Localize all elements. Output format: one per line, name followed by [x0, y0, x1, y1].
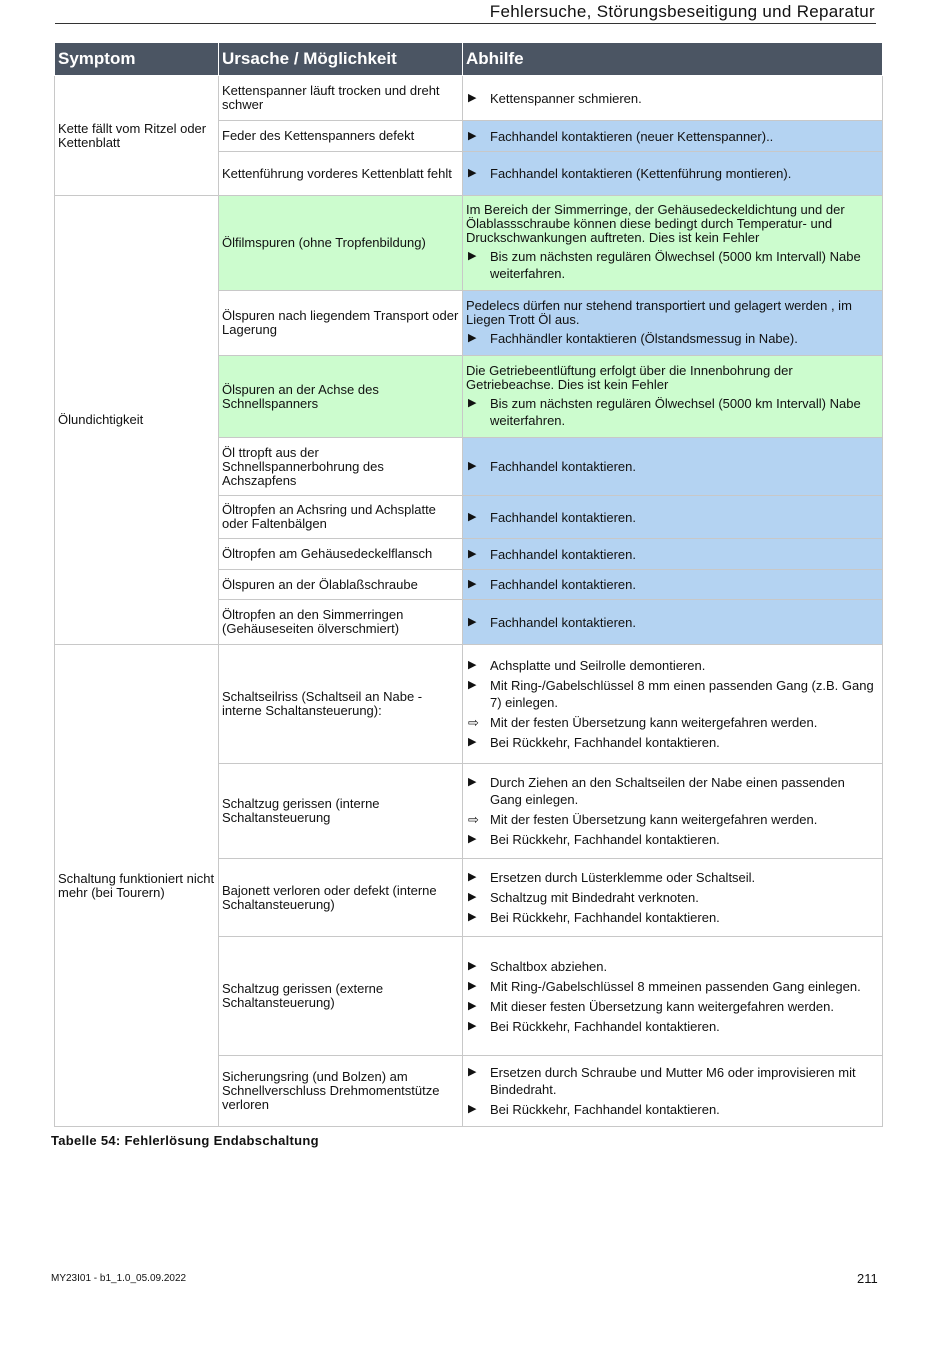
cause-cell: Feder des Kettenspanners defekt: [219, 121, 463, 152]
cause-cell: Ölspuren an der Ölablaßschraube: [219, 570, 463, 600]
remedy-step-text: Fachhandel kontaktieren.: [490, 459, 636, 474]
remedy-step-text: Durch Ziehen an den Schaltseilen der Nabe einen passenden Gang einlegen.: [490, 775, 845, 807]
cause-cell: Ölspuren nach liegendem Transport oder Lagerung: [219, 291, 463, 356]
remedy-step: [466, 998, 879, 1015]
remedy-cell: [463, 356, 883, 438]
remedy-step-text: Fachhandel kontaktieren.: [490, 546, 636, 562]
black-right-triangle-icon: ▶: [468, 1066, 477, 1078]
footer-page-number: 211: [857, 1271, 878, 1286]
remedy-step: [466, 714, 879, 731]
remedy-step: [466, 128, 879, 145]
remedy-cell: [463, 438, 883, 496]
black-right-triangle-icon: ▶: [468, 396, 477, 409]
remedy-step-text: Kettenspanner schmieren.: [490, 90, 642, 106]
remedy-step: [466, 395, 879, 429]
remedy-cell: [463, 937, 883, 1056]
remedy-step: [466, 811, 879, 828]
remedy-step: [466, 614, 879, 631]
column-header-symptom: Symptom: [55, 43, 219, 76]
cause-cell: Öltropfen an den Simmerringen (Gehäuseseiten ölverschmiert): [219, 600, 463, 645]
black-right-triangle-icon: ▶: [468, 659, 477, 671]
black-right-triangle-icon: ▶: [468, 331, 477, 344]
table-caption: Tabelle 54: Fehlerlösung Endabschaltung: [51, 1133, 319, 1148]
remedy-step: [466, 978, 879, 995]
remedy-step-text: Bis zum nächsten regulären Ölwechsel (5000 km Intervall) Nabe weiterfahren.: [490, 249, 861, 281]
remedy-step-text: Mit Ring-/Gabelschlüssel 8 mm einen passenden Gang (z.B. Gang 7) einlegen.: [490, 678, 874, 710]
remedy-note: Die Getriebeentlüftung erfolgt über die Innenbohrung der Getriebeachse. Dies ist kein Fehler: [466, 362, 793, 392]
black-right-triangle-icon: ▶: [468, 999, 477, 1012]
remedy-step: [466, 165, 879, 182]
remedy-step: [466, 248, 879, 282]
remedy-step: [466, 831, 879, 848]
black-right-triangle-icon: ▶: [468, 547, 477, 560]
remedy-step-text: Fachhandel kontaktieren.: [490, 614, 636, 630]
remedy-cell: [463, 496, 883, 539]
remedy-step: [466, 1101, 879, 1118]
remedy-cell: [463, 764, 883, 859]
cause-cell: Öltropfen an Achsring und Achsplatte oder Faltenbälgen: [219, 496, 463, 539]
remedy-cell: [463, 291, 883, 356]
black-right-triangle-icon: ▶: [468, 1103, 477, 1115]
cause-cell: Öltropfen am Gehäusedeckelflansch: [219, 539, 463, 570]
remedy-step-text: Schaltbox abziehen.: [490, 958, 608, 974]
black-right-triangle-icon: ▶: [468, 578, 477, 590]
table-row: [55, 196, 883, 291]
remedy-step: [466, 909, 879, 926]
symptom-cell: Ölundichtigkeit: [55, 196, 219, 645]
remedy-step-text: Bei Rückkehr, Fachhandel kontaktieren.: [490, 1102, 720, 1117]
remedy-step-text: Ersetzen durch Schraube und Mutter M6 oder improvisieren mit Bindedraht.: [490, 1065, 856, 1097]
remedy-step-text: Mit der festen Übersetzung kann weitergefahren werden.: [490, 812, 818, 827]
black-right-triangle-icon: ▶: [468, 615, 477, 628]
remedy-cell: [463, 600, 883, 645]
cause-cell: Öl ttropft aus der Schnellspannerbohrung des Achszapfens: [219, 438, 463, 496]
remedy-step-text: Achsplatte und Seilrolle demontieren.: [490, 658, 706, 673]
cause-cell: Schaltseilriss (Schaltseil an Nabe - interne Schaltansteuerung):: [219, 645, 463, 764]
black-right-triangle-icon: ▶: [468, 979, 477, 992]
remedy-step: [466, 90, 879, 107]
remedy-step-text: Bei Rückkehr, Fachhandel kontaktieren.: [490, 735, 720, 750]
remedy-step: [466, 1018, 879, 1035]
black-right-triangle-icon: ▶: [468, 911, 477, 923]
remedy-step-text: Bei Rückkehr, Fachhandel kontaktieren.: [490, 832, 720, 847]
hollow-arrow-icon: ⇨: [468, 715, 479, 730]
column-header-cause: Ursache / Möglichkeit: [219, 43, 463, 76]
remedy-step-text: Mit der festen Übersetzung kann weitergefahren werden.: [490, 715, 818, 730]
remedy-step-text: Fachhandel kontaktieren (Kettenführung montieren).: [490, 166, 792, 181]
remedy-step: [466, 458, 879, 475]
remedy-step: [466, 774, 879, 808]
troubleshooting-table: [54, 42, 883, 1127]
remedy-step: [466, 1064, 879, 1098]
remedy-step-text: Schaltzug mit Bindedraht verknoten.: [490, 890, 699, 905]
cause-cell: Ölfilmspuren (ohne Tropfenbildung): [219, 196, 463, 291]
cause-cell: Ölspuren an der Achse des Schnellspanners: [219, 356, 463, 438]
cause-cell: Kettenspanner läuft trocken und dreht schwer: [219, 76, 463, 121]
table-row: [55, 645, 883, 764]
remedy-step-text: Fachhändler kontaktieren (Ölstandsmessug in Nabe).: [490, 330, 798, 346]
header-rule: [55, 23, 876, 24]
remedy-step: [466, 734, 879, 751]
remedy-step: [466, 330, 879, 347]
cause-cell: Bajonett verloren oder defekt (interne Schaltansteuerung): [219, 859, 463, 937]
remedy-step: [466, 677, 879, 711]
remedy-step-text: Fachhandel kontaktieren (neuer Kettenspanner)..: [490, 128, 774, 144]
black-right-triangle-icon: ▶: [468, 736, 477, 748]
symptom-cell: Kette fällt vom Ritzel oder Kettenblatt: [55, 76, 219, 196]
cause-cell: Schaltzug gerissen (externe Schaltansteuerung): [219, 937, 463, 1056]
black-right-triangle-icon: ▶: [468, 460, 477, 472]
black-right-triangle-icon: ▶: [468, 510, 477, 523]
black-right-triangle-icon: ▶: [468, 1019, 477, 1032]
remedy-cell: [463, 76, 883, 121]
black-right-triangle-icon: ▶: [468, 871, 477, 883]
table-row: [55, 76, 883, 121]
remedy-note: Im Bereich der Simmerringe, der Gehäusedeckeldichtung und der Ölablassschraube können diese bedingt durch Temperatur- und Druckschwankungen auftreten. Dies ist kein Fehler: [466, 202, 845, 245]
remedy-step-text: Ersetzen durch Lüsterklemme oder Schaltseil.: [490, 870, 756, 885]
black-right-triangle-icon: ▶: [468, 129, 477, 142]
table-header-row: [55, 43, 883, 76]
page-header-title: Fehlersuche, Störungsbeseitigung und Reparatur: [489, 2, 875, 21]
black-right-triangle-icon: ▶: [468, 959, 477, 972]
cause-cell: Kettenführung vorderes Kettenblatt fehlt: [219, 152, 463, 196]
remedy-step: [466, 657, 879, 674]
remedy-step-text: Mit dieser festen Übersetzung kann weitergefahren werden.: [490, 998, 834, 1014]
hollow-arrow-icon: ⇨: [468, 812, 479, 827]
remedy-cell: [463, 152, 883, 196]
black-right-triangle-icon: ▶: [468, 91, 477, 104]
black-right-triangle-icon: ▶: [468, 679, 477, 691]
remedy-step-text: Bei Rückkehr, Fachhandel kontaktieren.: [490, 1018, 720, 1034]
remedy-cell: [463, 859, 883, 937]
remedy-step: [466, 546, 879, 563]
black-right-triangle-icon: ▶: [468, 250, 477, 262]
remedy-step: [466, 576, 879, 593]
remedy-step-text: Fachhandel kontaktieren.: [490, 577, 636, 592]
remedy-cell: [463, 539, 883, 570]
remedy-step: [466, 889, 879, 906]
column-header-remedy: Abhilfe: [463, 43, 883, 76]
remedy-step-text: Fachhandel kontaktieren.: [490, 509, 636, 525]
remedy-step-text: Bei Rückkehr, Fachhandel kontaktieren.: [490, 910, 720, 925]
remedy-step-text: Mit Ring-/Gabelschlüssel 8 mmeinen passenden Gang einlegen.: [490, 978, 861, 994]
remedy-step: [466, 958, 879, 975]
cause-cell: Sicherungsring (und Bolzen) am Schnellverschluss Drehmomentstütze verloren: [219, 1056, 463, 1127]
remedy-cell: [463, 570, 883, 600]
remedy-step: [466, 869, 879, 886]
black-right-triangle-icon: ▶: [468, 167, 477, 179]
cause-cell: Schaltzug gerissen (interne Schaltansteuerung: [219, 764, 463, 859]
remedy-note: Pedelecs dürfen nur stehend transportiert und gelagert werden , im Liegen Trott Öl aus.: [466, 297, 852, 327]
remedy-cell: [463, 645, 883, 764]
black-right-triangle-icon: ▶: [468, 776, 477, 788]
black-right-triangle-icon: ▶: [468, 891, 477, 903]
remedy-cell: [463, 121, 883, 152]
remedy-cell: [463, 1056, 883, 1127]
remedy-step-text: Bis zum nächsten regulären Ölwechsel (5000 km Intervall) Nabe weiterfahren.: [490, 395, 861, 428]
black-right-triangle-icon: ▶: [468, 833, 477, 845]
footer-doc-id: MY23I01 - b1_1.0_05.09.2022: [51, 1273, 187, 1284]
remedy-step: [466, 509, 879, 526]
remedy-cell: [463, 196, 883, 291]
symptom-cell: Schaltung funktioniert nicht mehr (bei Tourern): [55, 645, 219, 1127]
